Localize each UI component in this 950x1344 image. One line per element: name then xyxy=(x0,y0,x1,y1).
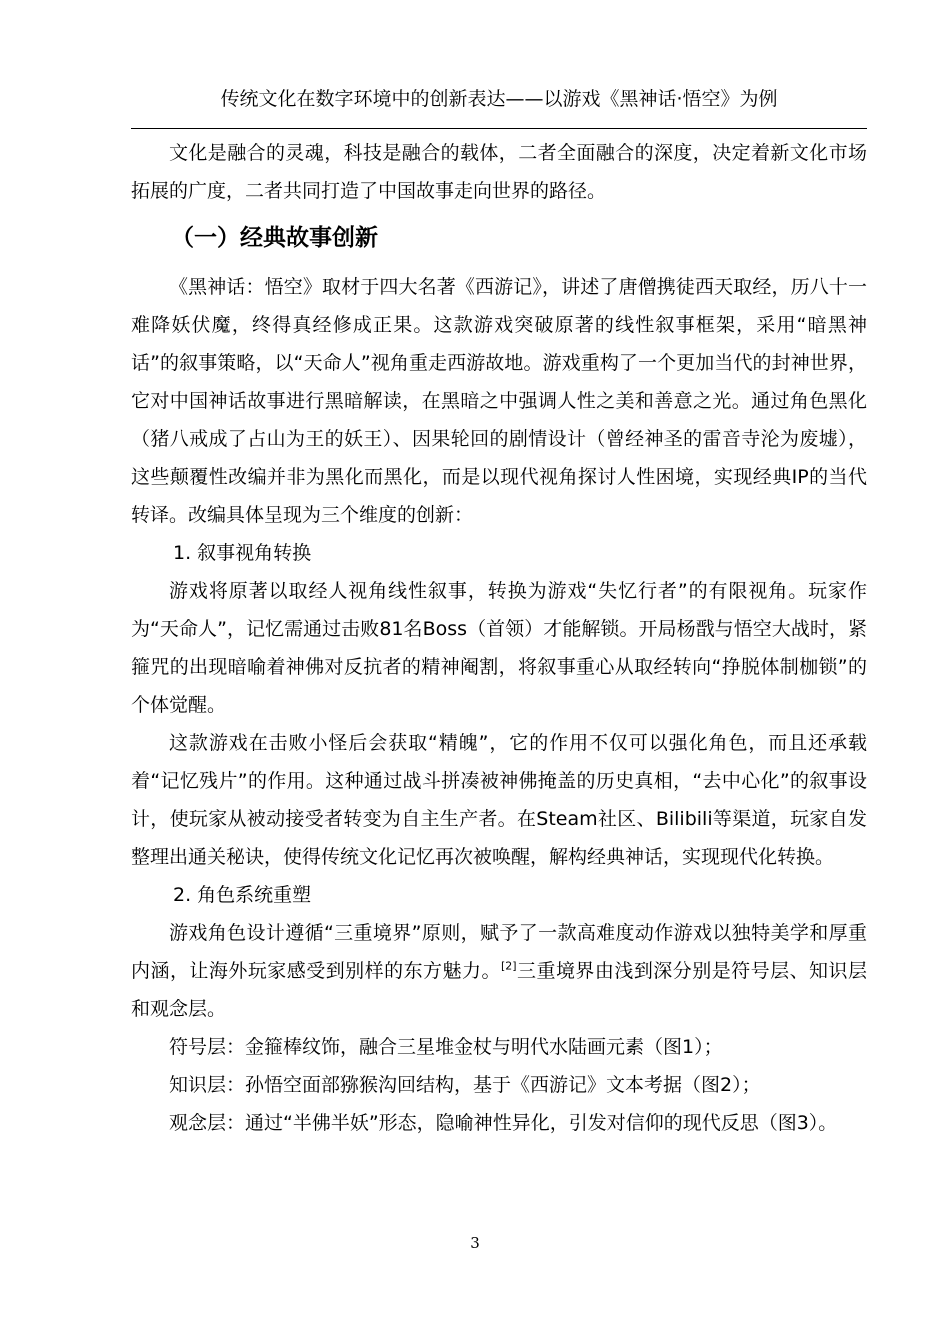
running-header: 传统文化在数字环境中的创新表达——以游戏《黑神话·悟空》为例 xyxy=(220,88,778,110)
page-number: 3 xyxy=(470,1234,480,1252)
paragraph-knowledge-layer: 知识层：孙悟空面部猕猴沟回结构，基于《西游记》文本考据（图2）； xyxy=(169,1074,761,1096)
section-heading: （一）经典故事创新 xyxy=(171,225,378,251)
paragraph-narrative-1: 游戏将原著以取经人视角线性叙事，转换为游戏“失忆行者”的有限视角。玩家作为“天命人”，记忆需通过击败81名Boss（首领）才能解锁。开局杨戬与悟空大战时，紧箍咒的出现暗喻着神佛对反抗者的精神阉割，将叙事重心从取经转向“挣脱体制枷锁”的个体觉醒。 xyxy=(131,580,867,716)
document-body xyxy=(131,134,867,1142)
paragraph-narrative-2: 这款游戏在击败小怪后会获取“精魄”，它的作用不仅可以强化角色，而且还承载着“记忆残片”的作用。这种通过战斗拼凑被神佛掩盖的历史真相，“去中心化”的叙事设计，使玩家从被动接受者转变为自主生产者。在Steam社区、Bilibili等渠道，玩家自发整理出通关秘诀，使得传统文化记忆再次被唤醒，解构经典神话，实现现代化转换。 xyxy=(131,732,867,868)
paragraph-character xyxy=(131,914,867,1028)
paragraph-character-text-2: 三重境界由浅到深分别是符号层、知识层和观念层。 xyxy=(131,960,867,1020)
paragraph-symbol-layer: 符号层：金箍棒纹饰，融合三星堆金杖与明代水陆画元素（图1）； xyxy=(169,1036,723,1058)
subheading-character: 2. 角色系统重塑 xyxy=(173,884,312,906)
header-rule xyxy=(131,128,867,129)
paragraph-intro: 文化是融合的灵魂，科技是融合的载体，二者全面融合的深度，决定着新文化市场拓展的广度，二者共同打造了中国故事走向世界的路径。 xyxy=(131,142,867,202)
citation-ref: [2] xyxy=(500,959,517,973)
subheading-narrative: 1. 叙事视角转换 xyxy=(173,542,312,564)
paragraph-story: 《黑神话：悟空》取材于四大名著《西游记》，讲述了唐僧携徒西天取经，历八十一难降妖伏魔，终得真经修成正果。这款游戏突破原著的线性叙事框架，采用“暗黑神话”的叙事策略，以“天命人”视角重走西游故地。游戏重构了一个更加当代的封神世界，它对中国神话故事进行黑暗解读，在黑暗之中强调人性之美和善意之光。通过角色黑化（猪八戒成了占山为王的妖王）、因果轮回的剧情设计（曾经神圣的雷音寺沦为废墟），这些颠覆性改编并非为黑化而黑化，而是以现代视角探讨人性困境，实现经典IP的当代转译。改编具体呈现为三个维度的创新： xyxy=(131,276,867,526)
paragraph-concept-layer: 观念层：通过“半佛半妖”形态，隐喻神性异化，引发对信仰的现代反思（图3）。 xyxy=(169,1112,838,1134)
paragraph-character-text: 游戏角色设计遵循“三重境界”原则，赋予了一款高难度动作游戏以独特美学和厚重内涵，让海外玩家感受到别样的东方魅力。 xyxy=(131,922,867,982)
